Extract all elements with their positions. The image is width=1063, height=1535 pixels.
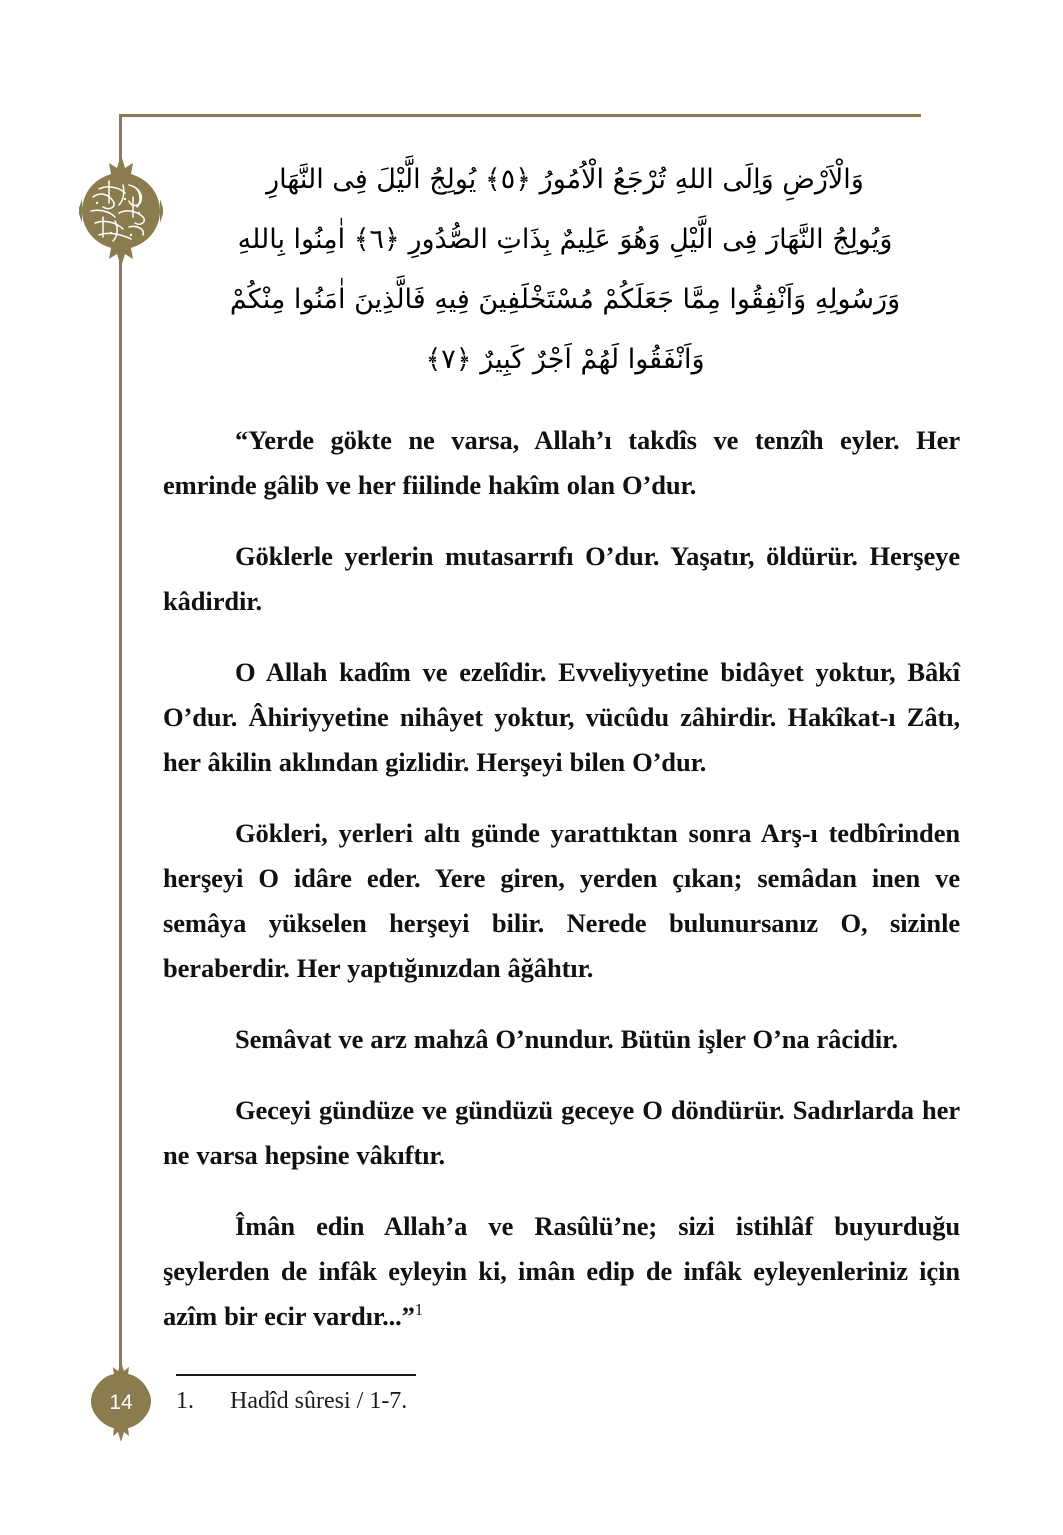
translation-body	[163, 418, 960, 1339]
footnote-marker: 1.	[176, 1388, 194, 1414]
footnote-reference[interactable]: 1	[414, 1300, 423, 1320]
page-number-medallion	[87, 1362, 155, 1442]
paragraph: Gökleri, yerleri altı günde yarattıktan sonra Arş-ı tedbîrinden herşeyi O idâre eder. Yere giren, yerden çıkan; semâdan inen ve semâya yükselen herşeyi bilir. Nerede bulunursanız O, sizinle beraberdir. Her yaptığınızdan âğâhtır.	[163, 818, 960, 983]
footnote-text: Hadîd sûresi / 1-7.	[230, 1388, 408, 1414]
arabic-line: وَاَنْفَقُوا لَهُمْ اَجْرٌ كَبِيرٌ ﴿٧﴾	[425, 344, 705, 375]
arabic-line: وَرَسُولِهِ وَاَنْفِقُوا مِمَّا جَعَلَكُمْ مُسْتَخْلَفِينَ فِيهِ فَالَّذِينَ اٰمَنُوا مِنْكُمْ	[229, 284, 901, 315]
paragraph: Semâvat ve arz mahzâ O’nundur. Bütün işler O’na râcidir.	[235, 1024, 898, 1054]
footnote-item	[176, 1385, 656, 1417]
svg-text:14: 14	[109, 1391, 133, 1414]
arabic-scripture-block	[180, 150, 950, 390]
paragraph: O Allah kadîm ve ezelîdir. Evveliyyetine bidâyet yoktur, Bâkî O’dur. Âhiriyyetine nihâyet yoktur, vücûdu zâhirdir. Hakîkat-ı Zâtı, her âkilin aklından gizlidir. Herşeyi bilen O’dur.	[163, 657, 960, 777]
top-gold-rule	[119, 114, 921, 117]
calligraphy-seal-icon	[79, 155, 163, 267]
paragraph: Göklerle yerlerin mutasarrıfı O’dur. Yaşatır, öldürür. Herşeye kâdirdir.	[163, 541, 960, 616]
left-vertical-gold-rule	[119, 114, 122, 1376]
footnote-block	[176, 1374, 656, 1417]
arabic-line: وَيُولِجُ النَّهَارَ فِى الَّيْلِ وَهُوَ عَلِيمٌ بِذَاتِ الصُّدُورِ ﴿٦﴾ اٰمِنُوا بِاللهِ	[237, 224, 893, 255]
arabic-line: وَالْاَرْضِ وَاِلَى اللهِ تُرْجَعُ الْاُمُورُ ﴿٥﴾ يُولِجُ الَّيْلَ فِى النَّهَارِ	[266, 164, 864, 195]
paragraph: “Yerde gökte ne varsa, Allah’ı takdîs ve tenzîh eyler. Her emrinde gâlib ve her fiilinde hakîm olan O’dur.	[163, 425, 960, 500]
paragraph: Geceyi gündüze ve gündüzü geceye O döndürür. Sadırlarda her ne varsa hepsine vâkıftır.	[163, 1095, 960, 1170]
paragraph-text: Îmân edin Allah’a ve Rasûlü’ne; sizi istihlâf buyurduğu şeylerden de infâk eyleyin ki, imân edip de infâk eyleyenleriniz için azîm bir ecir vardır...”	[163, 1211, 960, 1331]
footnote-separator	[176, 1374, 416, 1376]
paragraph-with-footnote	[163, 1204, 960, 1339]
